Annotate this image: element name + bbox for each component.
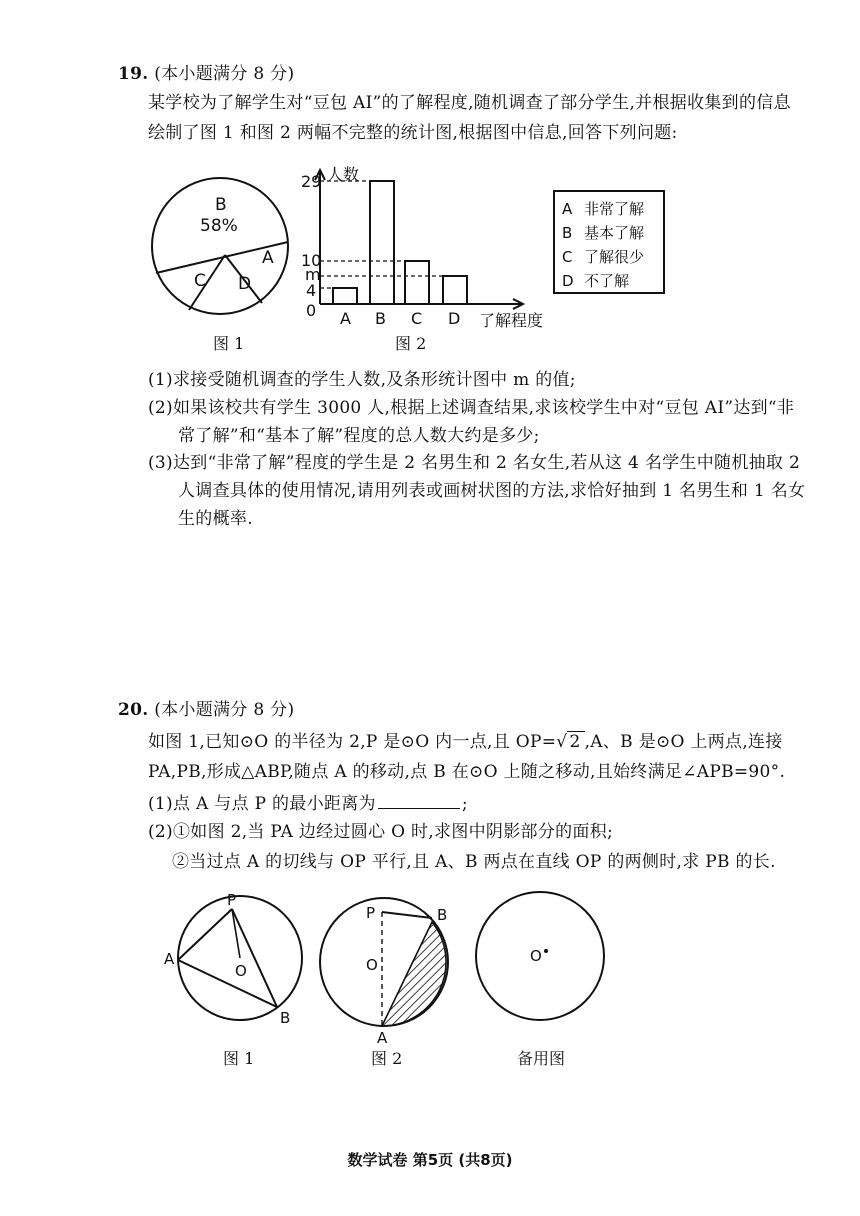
bar-xlabel: 了解程度 (479, 311, 544, 330)
q19-sub3-line1: (3)达到“非常了解”程度的学生是 2 名男生和 2 名女生,若从这 4 名学生中随机抽取 2 (148, 453, 801, 473)
q20-sub2-1: (2)①如图 2,当 PA 边经过圆心 O 时,求图中阴影部分的面积; (148, 822, 614, 842)
q20-sub1 (148, 792, 468, 814)
q20-stem-line1 (148, 732, 783, 752)
label-b: B (437, 906, 448, 924)
q19-header (118, 64, 294, 84)
sqrt-expression: √ 2 (556, 732, 584, 752)
q19-number: 19. (118, 64, 149, 84)
center-dot (544, 949, 548, 953)
legend-item (562, 269, 663, 293)
bar-c (405, 261, 429, 304)
label-p: P (227, 891, 237, 909)
pie-label-b: B (215, 195, 227, 215)
label-a: A (377, 1029, 388, 1046)
legend-text: 了解很少 (584, 248, 645, 266)
q19-stem-line2: 绘制了图 1 和图 2 两幅不完整的统计图,根据图中信息,回答下列问题: (148, 123, 678, 143)
bar-a (333, 288, 357, 304)
tick-m: m (305, 265, 321, 284)
label-b: B (280, 1009, 291, 1027)
fig2-caption: 图 2 (395, 334, 427, 353)
tick-29: 29 (301, 172, 322, 191)
cat-b: B (375, 309, 386, 328)
q19-sub3-line2: 人调查具体的使用情况,请用列表或画树状图的方法,求恰好抽到 1 名男生和 1 名女 (178, 481, 806, 501)
segment-pa (178, 909, 232, 960)
pie-label-a: A (262, 248, 274, 268)
cat-c: C (411, 309, 423, 328)
spare-caption: 备用图 (517, 1049, 566, 1068)
q19-sub3-line3: 生的概率. (178, 509, 253, 529)
cat-a: A (340, 309, 351, 328)
sqrt-radicand: 2 (567, 731, 584, 752)
q19-points: (本小题满分 8 分) (154, 64, 295, 84)
tick-10: 10 (301, 251, 322, 270)
label-p: P (366, 904, 376, 922)
q19-sub1: (1)求接受随机调查的学生人数,及条形统计图中 m 的值; (148, 370, 576, 390)
segment-ab (178, 960, 277, 1007)
legend (553, 190, 665, 294)
q20-spare-figure (470, 886, 620, 1036)
q20-fig2-caption: 图 2 (371, 1049, 403, 1068)
tick-0: 0 (306, 301, 317, 320)
q19-sub2-line1: (2)如果该校共有学生 3000 人,根据上述调查结果,求该校学生中对“豆包 AI”达到“非 (148, 398, 795, 418)
cat-d: D (448, 309, 461, 328)
pie-percent-b: 58% (200, 216, 238, 236)
legend-key: C (562, 248, 573, 266)
fig1-caption: 图 1 (213, 334, 245, 353)
segment-pb (232, 909, 277, 1007)
q20-sub1-end: ; (461, 794, 468, 814)
q19-stem-line1: 某学校为了解学生对“豆包 AI”的了解程度,随机调查了部分学生,并根据收集到的信息 (148, 93, 791, 113)
legend-text: 基本了解 (584, 224, 645, 242)
bar-b (370, 181, 394, 304)
q20-sub1-text: (1)点 A 与点 P 的最小距离为 (148, 794, 376, 814)
q20-figure2 (310, 886, 460, 1046)
q20-stem-a: 如图 1,已知⊙O 的半径为 2,P 是⊙O 内一点,且 OP= (148, 732, 557, 752)
tick-4: 4 (306, 281, 317, 300)
q20-sub2-2: ②当过点 A 的切线与 OP 平行,且 A、B 两点在直线 OP 的两侧时,求 PB 的长. (172, 852, 776, 872)
legend-item (562, 197, 663, 221)
shaded-region (382, 922, 446, 1026)
label-o: O (366, 956, 378, 974)
q19-sub2-line2: 常了解”和“基本了解”程度的总人数大约是多少; (178, 426, 540, 446)
bar-d (443, 276, 467, 304)
label-o: O (235, 962, 247, 980)
label-a: A (164, 950, 175, 968)
pie-chart (150, 172, 290, 322)
legend-key: A (562, 200, 573, 218)
legend-key: D (562, 272, 574, 290)
answer-blank[interactable] (378, 792, 460, 809)
q20-points: (本小题满分 8 分) (154, 700, 295, 720)
q20-stem-line2: PA,PB,形成△ABP,随点 A 的移动,点 B 在⊙O 上随之移动,且始终满足∠APB=90°. (148, 762, 786, 782)
pie-label-d: D (238, 274, 252, 294)
pie-label-c: C (194, 271, 206, 291)
bar-ylabel: 人数 (327, 165, 360, 184)
q20-fig1-caption: 图 1 (223, 1049, 255, 1068)
legend-item (562, 221, 663, 245)
legend-text: 不了解 (584, 272, 630, 290)
q20-figure1 (160, 890, 310, 1030)
legend-key: B (562, 224, 573, 242)
q20-number: 20. (118, 700, 149, 720)
label-o: O (530, 947, 542, 965)
legend-item (562, 245, 663, 269)
page-footer: 数学试卷 第5页 (共8页) (347, 1151, 513, 1169)
bar-group (333, 181, 467, 304)
legend-text: 非常了解 (584, 200, 645, 218)
q20-stem-b: ,A、B 是⊙O 上两点,连接 (584, 732, 783, 752)
q20-header (118, 700, 294, 720)
bar-chart (295, 160, 560, 332)
